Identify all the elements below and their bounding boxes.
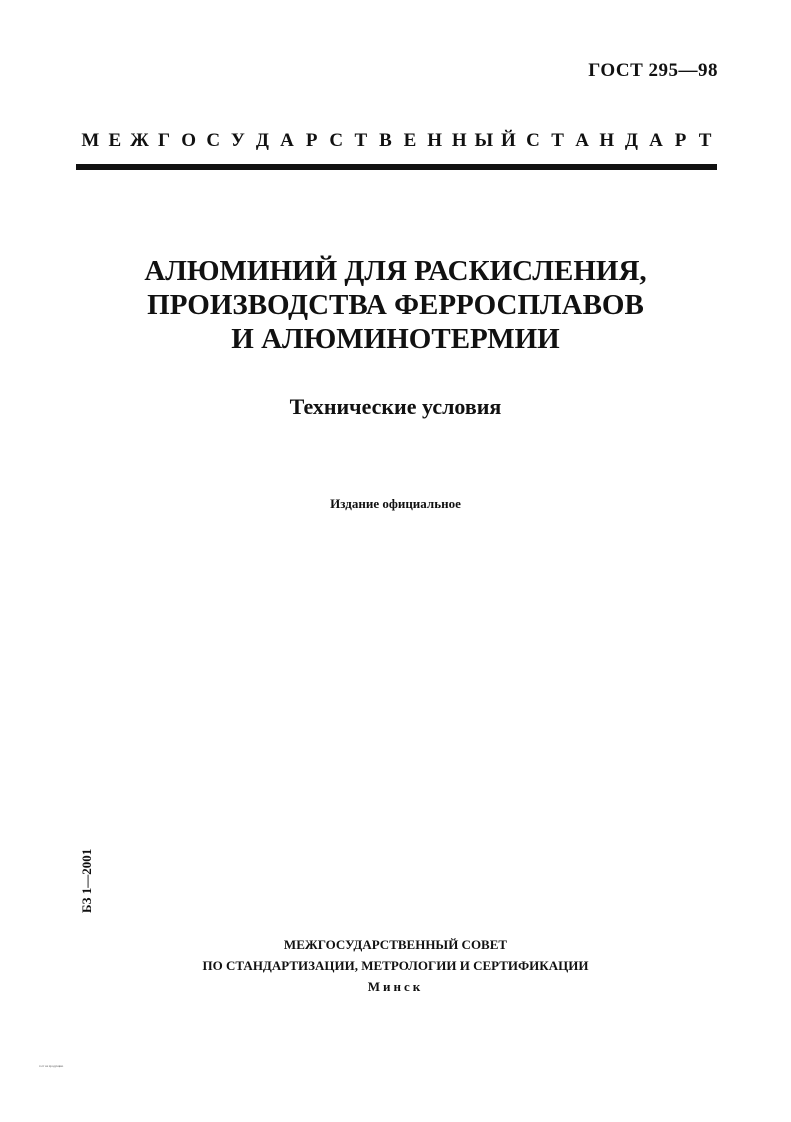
- header-letter: Р: [305, 130, 318, 151]
- title-line-2: ПРОИЗВОДСТВА ФЕРРОСПЛАВОВ: [147, 289, 644, 321]
- header-letter: Д: [624, 130, 638, 151]
- publisher-city: Минск: [367, 979, 424, 994]
- header-letter: С: [526, 130, 540, 151]
- header-letter: Н: [451, 130, 467, 151]
- header-letter: А: [649, 130, 663, 151]
- header-letter: Р: [674, 130, 687, 151]
- category-word-interstate: [78, 130, 521, 152]
- header-letter: Н: [599, 130, 615, 151]
- header-letter: У: [230, 130, 245, 151]
- header-letter: Г: [158, 130, 171, 151]
- side-catalog-code: БЗ 1—2001: [79, 848, 94, 913]
- header-letter: А: [575, 130, 590, 151]
- category-word-standard: [521, 130, 718, 152]
- header-letter: Н: [427, 130, 442, 151]
- standard-number: ГОСТ 295—98: [588, 60, 718, 81]
- header-letter: А: [280, 130, 294, 151]
- header-letter: М: [81, 130, 100, 151]
- header-letter: В: [379, 130, 392, 151]
- publisher-block: [0, 934, 791, 997]
- standard-category-header: [78, 130, 716, 152]
- header-letter: Ж: [130, 130, 149, 151]
- title-line-1: АЛЮМИНИЙ ДЛЯ РАСКИСЛЕНИЯ,: [144, 255, 647, 287]
- header-letter: Е: [403, 130, 417, 151]
- header-letter: С: [206, 130, 221, 151]
- header-letter: Е: [108, 130, 122, 151]
- title-line-3: И АЛЮМИНОТЕРМИИ: [231, 323, 560, 355]
- publisher-line-1: МЕЖГОСУДАРСТВЕННЫЙ СОВЕТ: [283, 937, 508, 952]
- header-letter: Й: [501, 130, 516, 151]
- header-rule: [76, 164, 717, 170]
- header-letter: Д: [255, 130, 269, 151]
- header-letter: Т: [698, 130, 712, 151]
- publisher-line-2: ПО СТАНДАРТИЗАЦИИ, МЕТРОЛОГИИ И СЕРТИФИКАЦИИ: [202, 958, 589, 973]
- header-letter: С: [329, 130, 344, 151]
- footnote-text: гост на продукцию: [39, 1064, 64, 1068]
- header-letter: О: [181, 130, 197, 151]
- document-title: [0, 254, 791, 356]
- header-letter: Т: [354, 130, 368, 151]
- edition-label: Издание официальное: [330, 496, 461, 511]
- header-letter: Т: [551, 130, 564, 151]
- header-letter: Ы: [474, 130, 494, 151]
- document-subtitle: Технические условия: [289, 394, 502, 419]
